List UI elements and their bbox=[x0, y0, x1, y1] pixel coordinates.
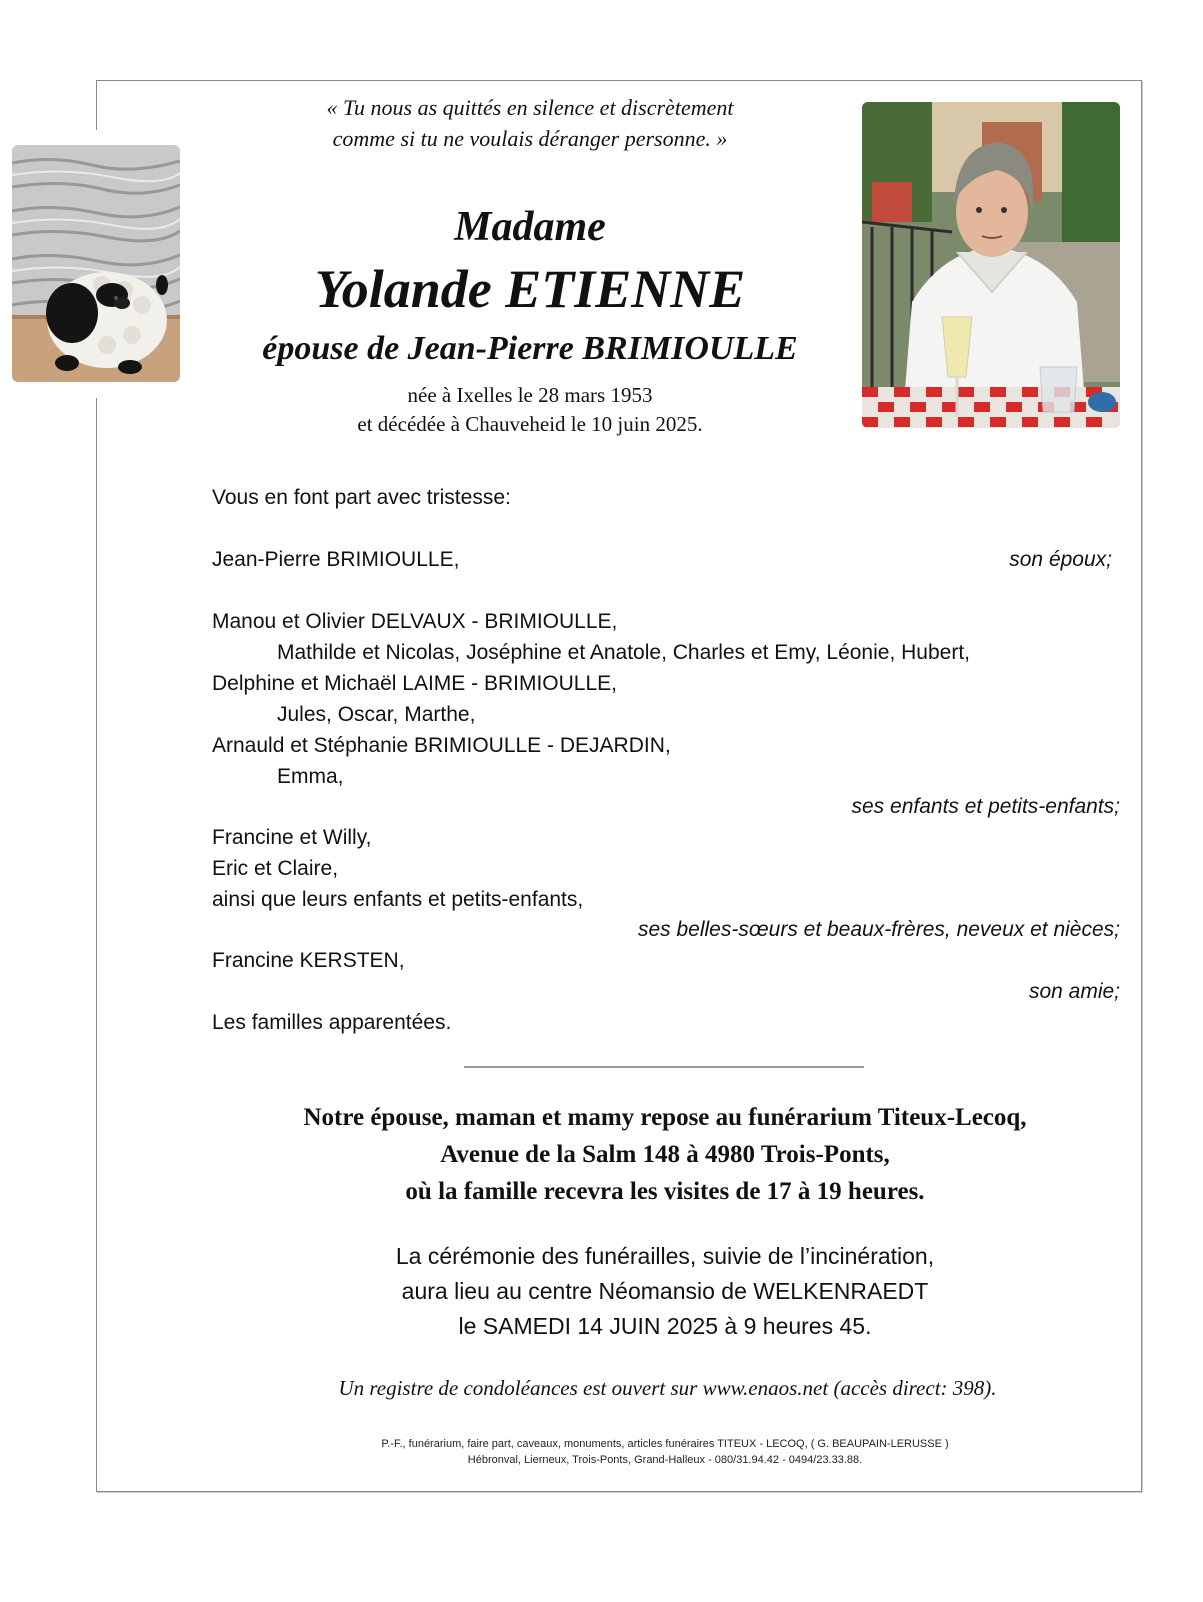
portrait-photo bbox=[862, 102, 1120, 428]
inlaw-line-3: ainsi que leurs enfants et petits-enfants, bbox=[212, 888, 584, 911]
footer-line-1: P.-F., funérarium, faire part, caveaux, monuments, articles funéraires TITEUX - LECOQ, ( G. BEAUPAIN-LERUSSE ) bbox=[381, 1438, 949, 1450]
inlaw-line-1: Francine et Willy, bbox=[212, 826, 372, 849]
ceremony-info bbox=[230, 1239, 1100, 1344]
intro-line: Vous en font part avec tristesse: bbox=[212, 486, 511, 509]
child-line-2: Delphine et Michaël LAIME - BRIMIOULLE, bbox=[212, 672, 617, 695]
sheep-photo bbox=[12, 145, 180, 382]
child-line-1: Manou et Olivier DELVAUX - BRIMIOULLE, bbox=[212, 610, 618, 633]
friend-name: Francine KERSTEN, bbox=[212, 949, 405, 972]
ceremony-line-2: aura lieu au centre Néomansio de WELKENRAEDT bbox=[401, 1278, 929, 1304]
quote-line-1: « Tu nous as quittés en silence et discrètement bbox=[326, 95, 734, 120]
death-line: et décédée à Chauveheid le 10 juin 2025. bbox=[357, 412, 703, 436]
ceremony-line-1: La cérémonie des funérailles, suivie de l’incinération, bbox=[395, 1243, 935, 1269]
quote-line-2: comme si tu ne voulais déranger personne. » bbox=[332, 126, 728, 151]
family-announcement bbox=[212, 486, 1120, 1046]
husband-role: son époux; bbox=[1009, 548, 1112, 571]
grandchildren-line-2: Jules, Oscar, Marthe, bbox=[277, 703, 476, 726]
ceremony-line-3: le SAMEDI 14 JUIN 2025 à 9 heures 45. bbox=[458, 1313, 872, 1339]
birth-death-dates bbox=[230, 381, 830, 439]
visitation-info bbox=[150, 1099, 1180, 1210]
families-line: Les familles apparentées. bbox=[212, 1011, 452, 1034]
child-line-3: Arnauld et Stéphanie BRIMIOULLE - DEJARDIN, bbox=[212, 734, 671, 757]
honorific-title: Madame bbox=[454, 204, 606, 250]
condolence-register: Un registre de condoléances est ouvert sur www.enaos.net (accès direct: 398). bbox=[338, 1376, 997, 1400]
divider-rule bbox=[464, 1066, 864, 1068]
inlaw-line-2: Eric et Claire, bbox=[212, 857, 339, 880]
children-role: ses enfants et petits-enfants; bbox=[851, 795, 1120, 818]
husband-name: Jean-Pierre BRIMIOULLE, bbox=[212, 548, 460, 571]
visitation-line-2: Avenue de la Salm 148 à 4980 Trois-Ponts, bbox=[440, 1141, 890, 1168]
footer-line-2: Hébronval, Lierneux, Trois-Ponts, Grand-Halleux - 080/31.94.42 - 0494/23.33.88. bbox=[467, 1454, 863, 1466]
birth-line: née à Ixelles le 28 mars 1953 bbox=[407, 383, 653, 407]
portrait-photo-image bbox=[862, 102, 1120, 428]
visitation-line-3: où la famille recevra les visites de 17 à 19 heures. bbox=[405, 1178, 925, 1205]
grandchildren-line-3: Emma, bbox=[277, 765, 344, 788]
visitation-line-1: Notre épouse, maman et mamy repose au funérarium Titeux-Lecoq, bbox=[303, 1104, 1027, 1131]
deceased-name: Yolande ETIENNE bbox=[314, 259, 746, 319]
inlaws-role: ses belles-sœurs et beaux-frères, neveux et nièces; bbox=[637, 918, 1120, 941]
sheep-photo-image bbox=[12, 145, 180, 382]
spouse-line: épouse de Jean-Pierre BRIMIOULLE bbox=[262, 330, 798, 367]
epitaph-quote bbox=[230, 92, 830, 154]
grandchildren-line-1: Mathilde et Nicolas, Joséphine et Anatole, Charles et Emy, Léonie, Hubert, bbox=[277, 641, 970, 664]
friend-role: son amie; bbox=[1028, 980, 1120, 1003]
funeral-home-footer bbox=[230, 1436, 1100, 1468]
